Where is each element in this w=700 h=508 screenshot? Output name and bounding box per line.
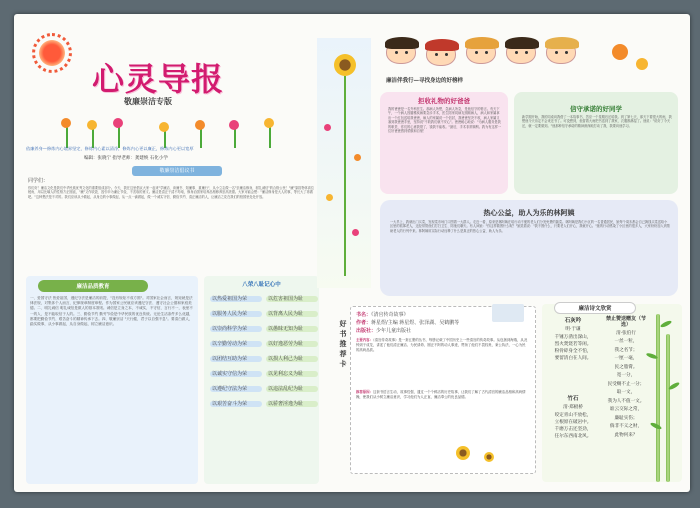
honor-item: 以热爱祖国为荣 — [210, 296, 262, 302]
page-title: 心灵导报 — [92, 60, 225, 98]
kid-face-icon — [426, 42, 456, 66]
poem2-author: 清·郑板桥 — [563, 405, 583, 410]
shame-item: 以骄奢淫逸为耻 — [266, 401, 318, 407]
poem3-title: 禁止赞送赠友（节选） — [605, 316, 646, 328]
honor-item: 以团结互助为荣 — [210, 356, 262, 362]
activity-title: 廉洁品质教育 — [76, 284, 110, 290]
shame-item: 以危害祖国为耻 — [266, 296, 318, 302]
honors-right-list — [266, 296, 318, 416]
book-title: 《清官传奇故事》 — [371, 312, 409, 318]
page-subtitle: 敬廉崇洁专版 — [124, 97, 172, 106]
poem3-author: 清·张伯行 — [616, 331, 636, 336]
honor-item: 以艰苦奋斗为荣 — [210, 401, 262, 407]
poem3-lines: 一丝一粒， 我之名节； 一厘一毫， 民之脂膏。 宽一分， 民受赐不止一分； 取一文， 我为人不值一文。 谁云交际之常， 廉耻实伤； 倘非不义之财， 此物何来？ — [607, 339, 645, 438]
flower-icon — [612, 44, 628, 60]
honor-item: 以诚实守信为荣 — [210, 371, 262, 377]
poem2-lines: 咬定青山不放松， 立根原在破岩中。 千磨万击还坚劲， 任尔东西南北风。 — [554, 413, 592, 439]
sunflower-icon — [456, 446, 470, 460]
honors-title: 八荣八耻记心中 — [242, 282, 281, 288]
kid-face-icon — [506, 40, 536, 64]
editors-line: 编辑：张晓宁 指导老师：龚建焕 石化小学 — [84, 156, 168, 161]
newspaper-poster — [14, 14, 690, 492]
banner-title: 廉洁伴我行—寻找身边的好榜样 — [386, 78, 464, 84]
book-author-label: 作者： — [356, 320, 372, 326]
poem1-title: 石灰吟 — [564, 318, 582, 324]
initiative-header — [132, 166, 222, 176]
flower-icon — [636, 58, 648, 70]
slogan-text: 依廉养身—修炼内心境界坚定，修炼内心素以清净，修炼内心更以廉正，修炼内心更以宽厚 — [26, 146, 194, 151]
shame-item: 以违法乱纪为耻 — [266, 386, 318, 392]
shame-item: 以愚昧无知为耻 — [266, 326, 318, 332]
promise-title: 信守承诺的好同学 — [570, 105, 622, 113]
poem1-author: 明·于谦 — [565, 327, 581, 332]
sunflower-icon — [334, 54, 356, 76]
activity-body: 一、爱国守法 热爱祖国，遵纪守法是廉洁的前提，"没有规矩不成方圆"。对国家社会而言，规矩就是法律法规，对集体个人而言，纪律规章制度章程。作为国家公民就应该遵纪守法、遵守社会公德和家庭美德。二、明礼诚信 明礼诚信是做人的基本准则。诚信是立身之本，不诚实，不守信，言行不一，表里不一的人，是不能取信于人的。三、勤俭节约 勤劳节俭是中华民族的优良传统。无论生活条件多么优越，都要把勤俭节约、艰苦奋斗的精神传承下去。四、敬廉崇洁 "天行健，君子以自强不息"。要清白做人，踏实做事，从小事做起，从自身做起，树立廉洁意识。 — [30, 296, 193, 327]
honor-item: 以服务人民为荣 — [210, 311, 262, 317]
initiative-body: 你们好！廉洁文化是我们中华民族优秀文化的重要组成部分。今天，我在这里倡议大家一起来"学廉洁、读廉书、知廉事、重廉行"，从小立志做一名"崇廉洁修身，树礼诚信"的合格公民！"廉"原指物体高位棱角，用以比喻人的性格方正刚直，"廉"又作收敛、敛引申为谦让节俭，不贪取的意义。廉洁是清正于清不苟取，修身治国家培养品格修养崇高美德。大家可能会想："廉洁修身是大人的事，等长大了再做吧。"这种想法是不对的。我们应该从小做起，从身边的小事做起，从一点一滴做起，做一个诚实守信、勤俭节约、清正廉洁的人，让廉洁之花在我们的校园里处处开放。 — [28, 186, 315, 199]
book-summary-label: 主要内容： — [356, 338, 373, 342]
book-reason-label: 推荐原因： — [356, 390, 373, 394]
sunflower-icon — [484, 452, 494, 462]
kid-face-icon — [386, 40, 416, 64]
charity-body: 一大早上，我就出门买菜，发现菜市场门口围着一大群人。走近一看，原来是林阿姨在给行动不便的老人们分发免费的蔬菜。林阿姨是我们小区的一名普通居民，她每个周末都会自己掏钱买菜送给小区里的孤寡老人，还经常帮他们打扫卫生、陪他们聊天。有人问她："你这样做图什么呢？"她笑着说："我不图什么，只要老人们开心，我就开心。"她的行动感染了小区里的很多人，大家纷纷加入到帮助老人的行列中来。林阿姨用实际行动诠释了什么是真正的热心公益、助人为乐。 — [390, 220, 670, 233]
book-title-label: 书名： — [356, 312, 372, 318]
book-publisher-label: 出版社： — [356, 328, 377, 334]
sun-icon — [37, 38, 67, 68]
shame-item: 以损人利己为耻 — [266, 356, 318, 362]
book-reason: 这套书语言生动，故事性强，通过一个个鲜活的历史故事，让我们了解了古代清官的廉洁品格和高尚情操，使我们从小树立廉洁意识，学习他们为人正直、廉洁奉公的优良品德。 — [356, 390, 526, 399]
poem1-lines: 千锤万凿出深山， 烈火焚烧若等闲。 粉骨碎身全不怕， 要留清白在人间。 — [554, 335, 592, 361]
honor-item: 以崇尚科学为荣 — [210, 326, 262, 332]
honors-left-list — [210, 296, 262, 416]
shame-item: 以见利忘义为耻 — [266, 371, 318, 377]
initiative-greeting: 同学们： — [28, 178, 49, 184]
honor-item: 以遵纪守法为荣 — [210, 386, 262, 392]
kid-face-icon — [466, 40, 496, 64]
gift-body: 我的爸爸是一名外科医生。那病人所想，急病人所急，是他信守的格言。有天下午，一个病人因腰椎疾病要急诊手术，医生陪家同病友照顾病人，病人和家属拿出一个红包送给我爸爸，病人的家属说一个信封，我爸爸坚决不收，病人家属又塞到我爸爸手里，坚持说"不收我们就不安心"。爸爸耐心地说："为病人服务是我的职责，你们的心意我领了，钱我不能收。"最后，手术非常顺利。我为有这样一位好爸爸感到骄傲和自豪！ — [388, 107, 502, 134]
book-publisher: 少年儿童出版社 — [376, 328, 412, 334]
gift-title: 拒收礼物的好爸爸 — [418, 97, 470, 105]
charity-title: 热心公益，助人为乐的林阿姨 — [483, 209, 575, 217]
honor-item: 以辛勤劳动为荣 — [210, 341, 262, 347]
kid-face-icon — [546, 40, 576, 64]
shame-item: 以好逸恶劳为耻 — [266, 341, 318, 347]
book-summary: 《清官传奇故事》是一套五册的丛书，每册记载了中国历史上一些清官的传奇故事。从包拯到海瑞，从况钟到于成龙，讲述了他们清正廉洁、为民请命、刚正不阿的动人事迹，赞扬了他们不畏权贵、秉公执法、一心为民的高尚品质。 — [356, 338, 528, 352]
book-side-label: 好书推荐卡 — [339, 320, 347, 370]
poems-title: 廉洁诗文欣赏 — [578, 306, 612, 312]
book-author: 蒋星煜/主编 蒋星煜、张泽湖、吴鹤鹏等 — [371, 320, 460, 326]
vine-stem — [344, 76, 346, 276]
initiative-title: 敬廉崇洁倡议书 — [159, 168, 195, 174]
shame-item: 以背离人民为耻 — [266, 311, 318, 317]
poem2-title: 竹石 — [567, 396, 579, 402]
promise-body: 新学期开始，我的同桌向我借了一本故事书，答应一个星期后还给我。到了第七天，那天下着很大的雨，我想他今天肯定不会来还书了。可没想到，他冒着大雨把书送到了我家，衣服都淋湿了。他说："说好了今天还，就一定要做到。"他那种信守承诺的精神深深地打动了我，我要向他学习。 — [522, 115, 672, 128]
